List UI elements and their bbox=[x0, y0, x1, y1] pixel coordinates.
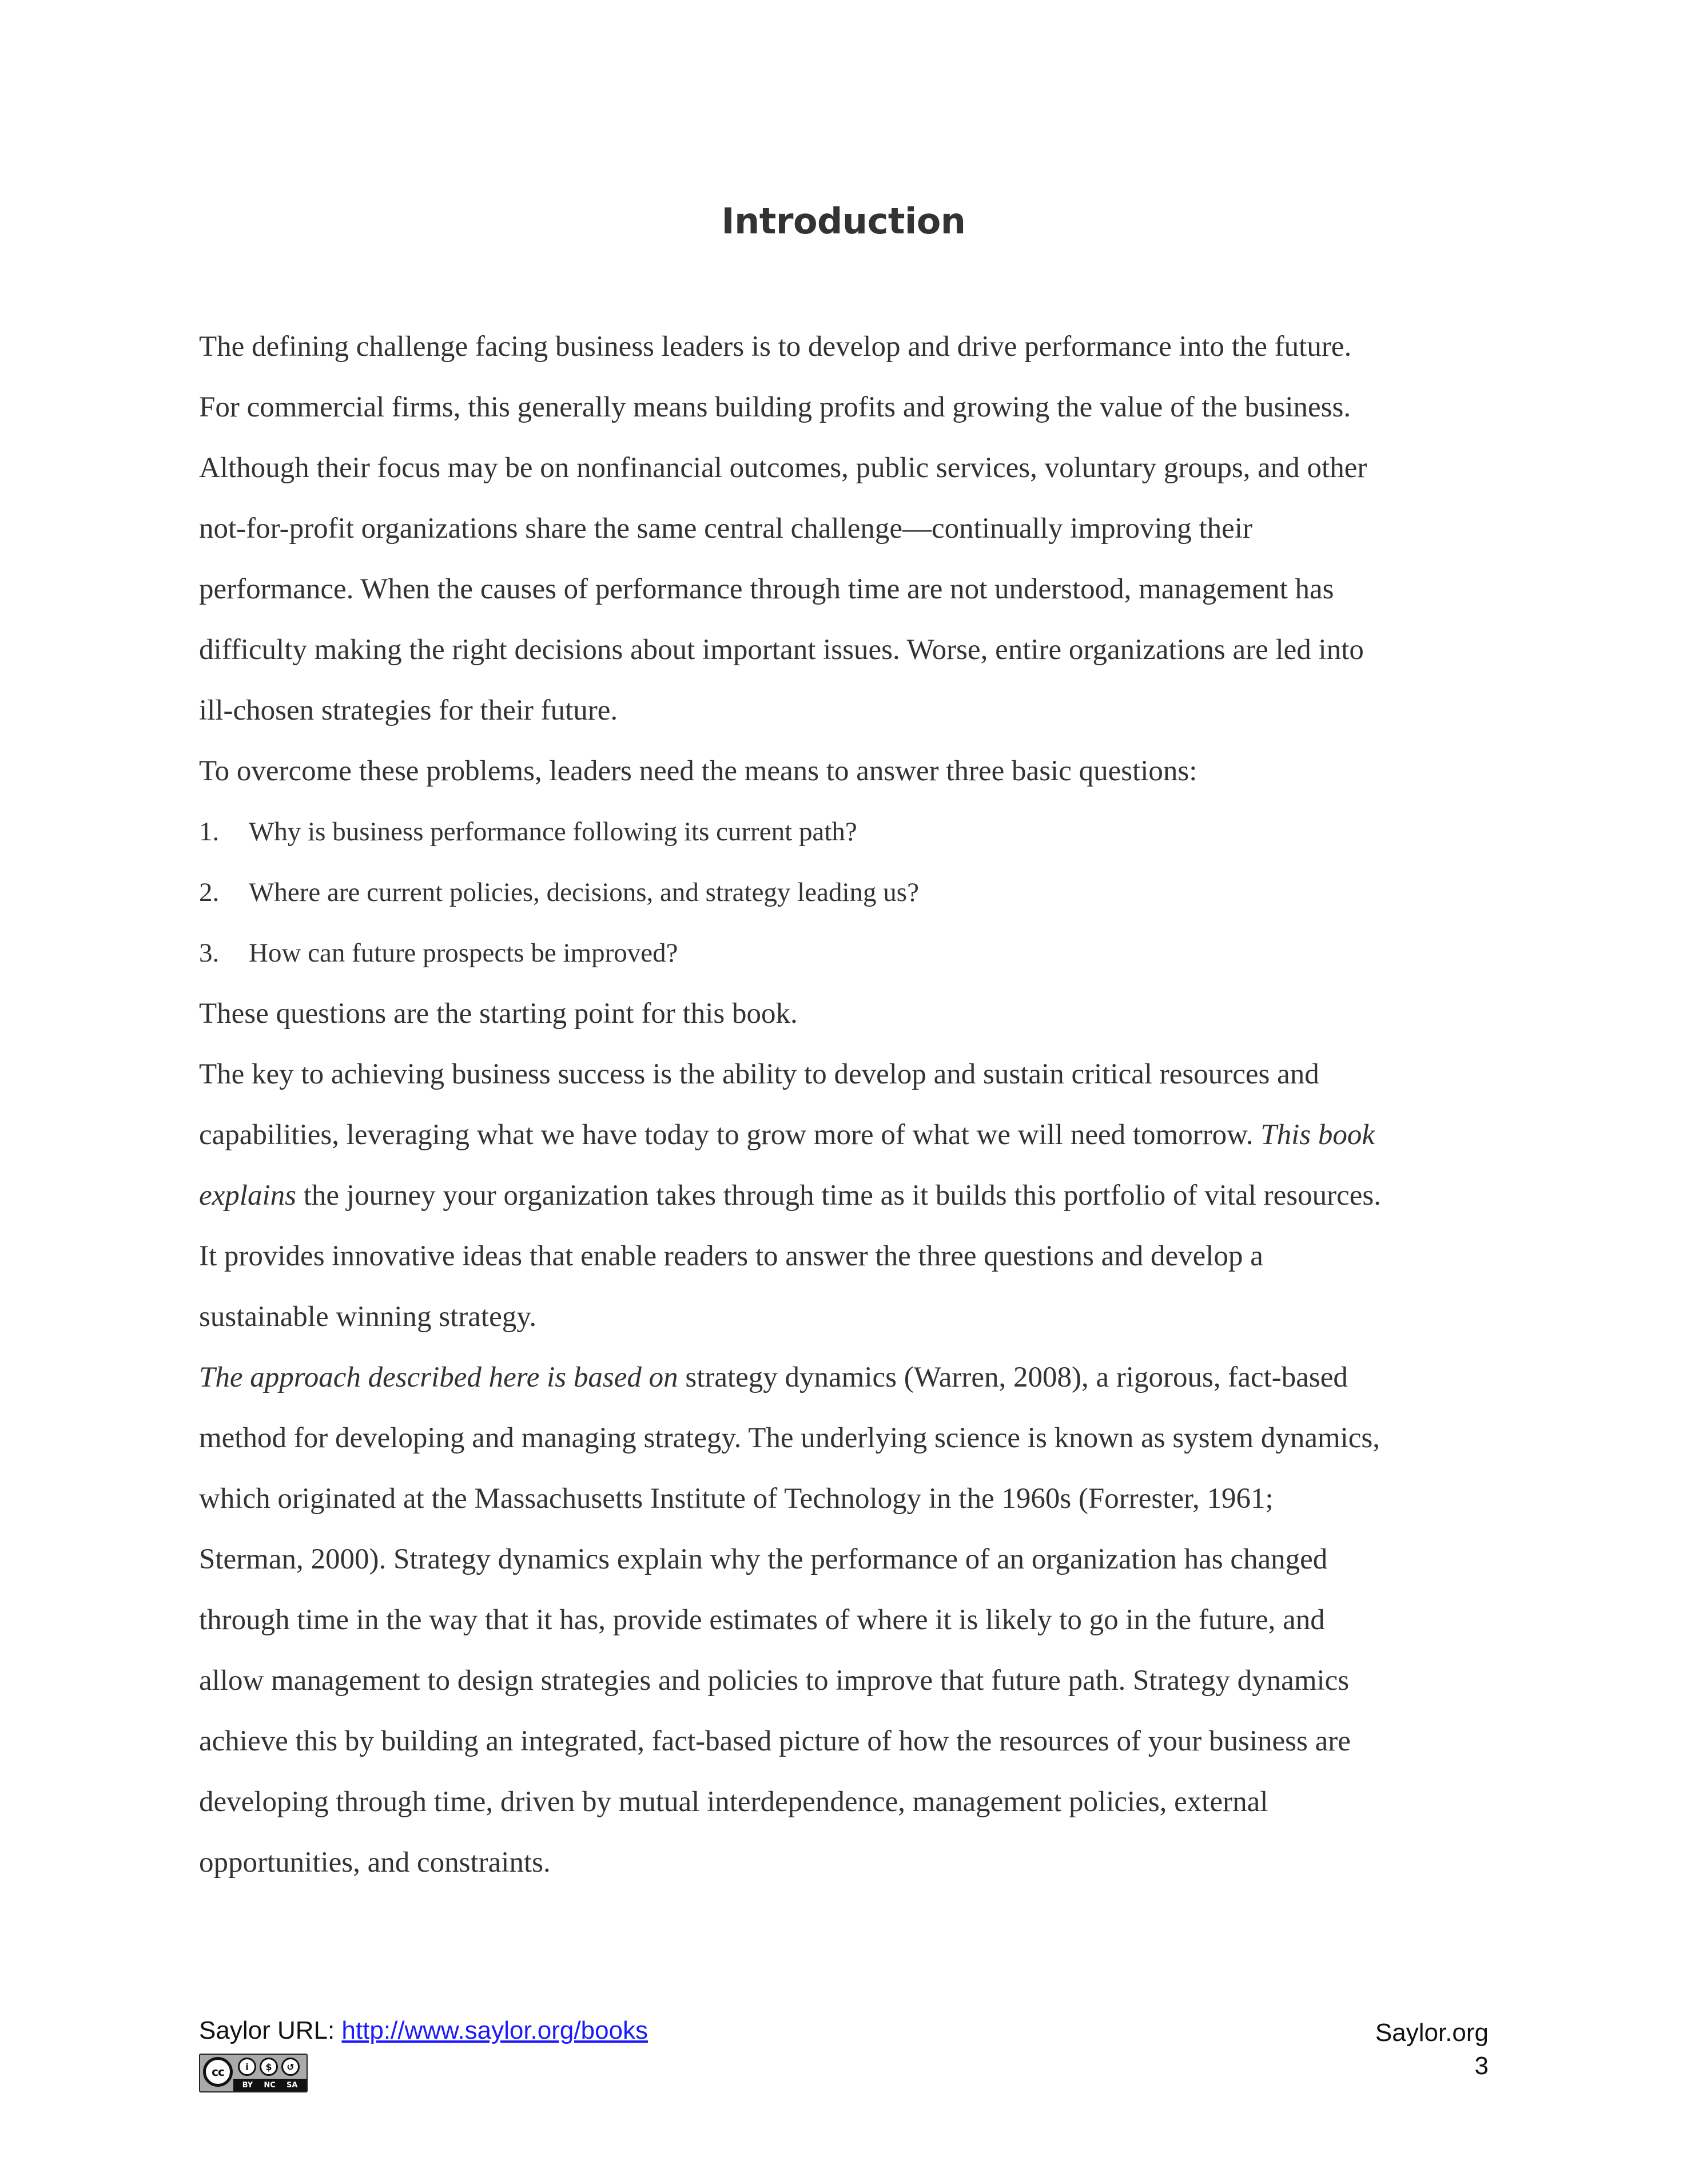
text-line: not-for-profit organizations share the same central challenge—continually improving their bbox=[199, 513, 1252, 545]
italic-span: This book bbox=[1260, 1119, 1375, 1151]
footer-url-label: Saylor URL: bbox=[199, 2016, 342, 2044]
text-line: sustainable winning strategy. bbox=[199, 1301, 537, 1333]
text-line: allow management to design strategies and policies to improve that future path. Strategy dynamics bbox=[199, 1665, 1350, 1697]
creative-commons-by-nc-sa-icon bbox=[199, 2054, 308, 2092]
text-line: performance. When the causes of performance through time are not understood, management has bbox=[199, 573, 1334, 605]
license-term-nc: NC bbox=[264, 2080, 276, 2090]
text-line: The key to achieving business success is the ability to develop and sustain critical resources and bbox=[199, 1058, 1319, 1090]
text-line: It provides innovative ideas that enable readers to answer the three questions and develop a bbox=[199, 1240, 1263, 1272]
text-line bbox=[199, 1173, 1491, 1233]
text-line: ill-chosen strategies for their future. bbox=[199, 694, 618, 726]
text-line: through time in the way that it has, provide estimates of where it is likely to go in the future, and bbox=[199, 1604, 1325, 1636]
paragraph-overcome bbox=[199, 748, 1491, 809]
list-text: How can future prospects be improved? bbox=[249, 938, 678, 968]
list-text: Why is business performance following its current path? bbox=[249, 817, 857, 847]
license-term-sa: SA bbox=[286, 2080, 298, 2090]
cc-icon: cc bbox=[203, 2057, 233, 2087]
text-line: The defining challenge facing business leaders is to develop and drive performance into the future. bbox=[199, 331, 1352, 363]
text-span: capabilities, leveraging what we have today to grow more of what we will need tomorrow. bbox=[199, 1119, 1261, 1151]
footer-url bbox=[199, 2016, 648, 2045]
noncommercial-icon: $ bbox=[260, 2058, 278, 2076]
italic-span: The approach described here is based on bbox=[199, 1361, 678, 1393]
attribution-icon: i bbox=[238, 2058, 256, 2076]
footer-right bbox=[1375, 2016, 1489, 2083]
list-item bbox=[199, 930, 1491, 991]
text-line: developing through time, driven by mutual interdependence, management policies, external bbox=[199, 1786, 1268, 1818]
italic-span: explains bbox=[199, 1180, 296, 1212]
text-line: Sterman, 2000). Strategy dynamics explain why the performance of an organization has changed bbox=[199, 1543, 1328, 1575]
body-text bbox=[199, 324, 1491, 1900]
text-line: opportunities, and constraints. bbox=[199, 1847, 551, 1879]
text-line: For commercial firms, this generally means building profits and growing the value of the business. bbox=[199, 391, 1351, 423]
text-span: strategy dynamics (Warren, 2008), a rigorous, fact-based bbox=[678, 1361, 1348, 1393]
paragraph-starting-point: These questions are the starting point for this book. bbox=[199, 998, 798, 1030]
sharealike-icon: ↺ bbox=[281, 2058, 300, 2076]
list-text: Where are current policies, decisions, and strategy leading us? bbox=[249, 877, 919, 907]
saylor-books-link[interactable]: http://www.saylor.org/books bbox=[341, 2016, 648, 2044]
footer-site: Saylor.org bbox=[1375, 2019, 1489, 2047]
paragraph-approach bbox=[199, 1355, 1491, 1900]
text-line: method for developing and managing strategy. The underlying science is known as system dynamics, bbox=[199, 1422, 1380, 1454]
page-title: Introduction bbox=[721, 200, 966, 242]
text-line: Although their focus may be on nonfinancial outcomes, public services, voluntary groups, and other bbox=[199, 452, 1367, 484]
text-line: To overcome these problems, leaders need the means to answer three basic questions: bbox=[199, 755, 1197, 787]
list-item bbox=[199, 869, 1491, 930]
paragraph-key bbox=[199, 1051, 1491, 1355]
paragraph-intro bbox=[199, 324, 1491, 748]
license-terms bbox=[233, 2079, 307, 2091]
list-number: 1. bbox=[199, 817, 220, 847]
text-line: achieve this by building an integrated, fact-based picture of how the resources of your business are bbox=[199, 1725, 1351, 1757]
text-span: the journey your organization takes through time as it builds this portfolio of vital resources. bbox=[296, 1180, 1381, 1212]
list-item bbox=[199, 809, 1491, 869]
text-line: difficulty making the right decisions about important issues. Worse, entire organizations are led into bbox=[199, 634, 1364, 666]
list-number: 3. bbox=[199, 938, 220, 968]
text-line: which originated at the Massachusetts Institute of Technology in the 1960s (Forrester, 1961; bbox=[199, 1483, 1274, 1515]
license-term-by: BY bbox=[242, 2080, 253, 2090]
page-number: 3 bbox=[1474, 2052, 1489, 2080]
text-line bbox=[199, 1112, 1491, 1173]
questions-list bbox=[199, 809, 1491, 991]
list-number: 2. bbox=[199, 877, 220, 907]
text-line bbox=[199, 1355, 1491, 1415]
